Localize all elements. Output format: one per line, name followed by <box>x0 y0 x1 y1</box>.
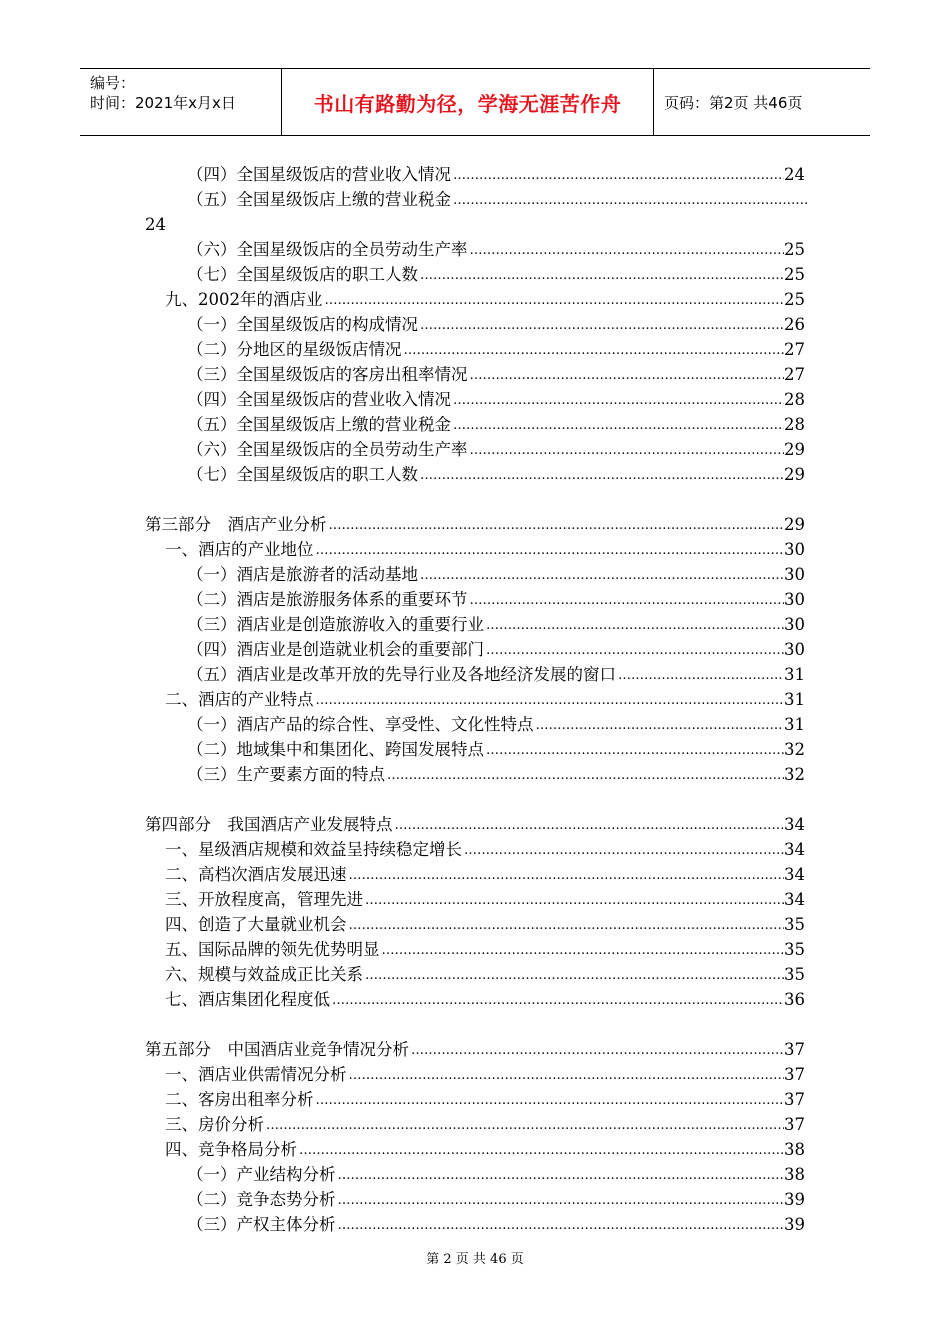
toc-leader-dots <box>451 192 809 210</box>
page-header <box>80 68 870 136</box>
toc-page-number: 39 <box>784 1190 805 1209</box>
page-footer: 第 2 页 共 46 页 <box>426 1252 524 1267</box>
toc-leader-dots <box>451 392 784 410</box>
toc-leader-dots <box>363 892 784 910</box>
toc-page-number: 38 <box>784 1140 805 1159</box>
toc-page-number: 37 <box>784 1090 805 1109</box>
toc-entry[interactable] <box>187 735 805 760</box>
toc-leader-dots <box>347 867 785 885</box>
toc-leader-dots <box>336 1167 785 1185</box>
toc-page-number: 32 <box>784 740 805 759</box>
toc-page-number: 31 <box>784 715 805 734</box>
toc-entry-title: 一、星级酒店规模和效益呈持续稳定增长 <box>165 840 462 859</box>
toc-leader-dots <box>468 367 785 385</box>
toc-leader-dots <box>314 692 785 710</box>
header-page-info: 页码：第2页 共46页 <box>664 93 803 112</box>
toc-entry[interactable] <box>187 1185 805 1210</box>
toc-leader-dots <box>462 842 784 860</box>
toc-page-number: 37 <box>784 1040 805 1059</box>
toc-entry[interactable] <box>187 235 805 260</box>
toc-leader-dots <box>418 567 784 585</box>
toc-entry-title: 五、国际品牌的领先优势明显 <box>165 940 380 959</box>
toc-page-number: 27 <box>784 365 805 384</box>
toc-leader-dots <box>451 417 784 435</box>
toc-page-number: 26 <box>784 315 805 334</box>
toc-page-number: 35 <box>784 965 805 984</box>
toc-entry-title: （一）全国星级饭店的构成情况 <box>187 315 418 334</box>
toc-entry-title: （二）分地区的星级饭店情况 <box>187 340 402 359</box>
toc-page-number: 28 <box>784 415 805 434</box>
toc-leader-dots <box>336 1192 785 1210</box>
toc-page-number: 38 <box>784 1165 805 1184</box>
header-meta <box>80 69 282 135</box>
toc-entry-title: 二、酒店的产业特点 <box>165 690 314 709</box>
toc-leader-dots <box>409 1042 784 1060</box>
toc-page-number: 24 <box>784 165 805 184</box>
toc-page-number: 34 <box>784 840 805 859</box>
toc-leader-dots <box>347 917 785 935</box>
toc-leader-dots <box>484 642 784 660</box>
toc-entry[interactable] <box>187 635 805 660</box>
toc-entry[interactable] <box>187 410 805 435</box>
toc-entry-title: （四）全国星级饭店的营业收入情况 <box>187 165 451 184</box>
toc-entry[interactable] <box>165 985 805 1010</box>
toc-entry-title: （二）地域集中和集团化、跨国发展特点 <box>187 740 484 759</box>
toc-page-number: 31 <box>784 665 805 684</box>
toc-leader-dots <box>363 967 784 985</box>
toc-leader-dots <box>393 817 785 835</box>
toc-entry[interactable] <box>187 1160 805 1185</box>
toc-entry-title: 二、高档次酒店发展迅速 <box>165 865 347 884</box>
toc-entry-title: 九、2002年的酒店业 <box>165 290 323 309</box>
toc-page-number: 36 <box>784 990 805 1009</box>
toc-entry[interactable] <box>187 610 805 635</box>
toc-entry-title: 第三部分 酒店产业分析 <box>145 515 327 534</box>
toc-leader-dots <box>347 1067 785 1085</box>
toc-entry[interactable] <box>187 560 805 585</box>
toc-page-number: 24 <box>145 215 166 234</box>
toc-entry-title: 三、房价分析 <box>165 1115 264 1134</box>
toc-page-number: 30 <box>784 590 805 609</box>
toc-entry-title: （七）全国星级饭店的职工人数 <box>187 265 418 284</box>
toc-entry[interactable] <box>187 160 805 185</box>
toc-leader-dots <box>336 1217 785 1235</box>
toc-page-number: 28 <box>784 390 805 409</box>
toc-entry[interactable] <box>187 660 805 685</box>
toc-page-number: 30 <box>784 640 805 659</box>
toc-entry[interactable] <box>187 435 805 460</box>
toc-leader-dots <box>484 617 784 635</box>
toc-entry[interactable] <box>187 760 805 785</box>
toc-entry-title: 四、创造了大量就业机会 <box>165 915 347 934</box>
toc-entry[interactable] <box>165 1135 805 1160</box>
toc-entry[interactable] <box>187 385 805 410</box>
toc-page-number: 27 <box>784 340 805 359</box>
toc-page-number: 31 <box>784 690 805 709</box>
toc-page-number: 37 <box>784 1065 805 1084</box>
toc-entry-title: （三）生产要素方面的特点 <box>187 765 385 784</box>
toc-entry-title: 第五部分 中国酒店业竞争情况分析 <box>145 1040 409 1059</box>
toc-entry-title: 六、规模与效益成正比关系 <box>165 965 363 984</box>
toc-leader-dots <box>327 517 785 535</box>
toc-entry-title: 一、酒店业供需情况分析 <box>165 1065 347 1084</box>
toc-entry[interactable] <box>187 1210 805 1235</box>
toc-entry-title: （四）酒店业是创造就业机会的重要部门 <box>187 640 484 659</box>
toc-leader-dots <box>534 717 785 735</box>
toc-entry[interactable] <box>187 460 805 485</box>
toc-leader-dots <box>385 767 784 785</box>
toc-entry[interactable] <box>187 585 805 610</box>
toc-entry[interactable] <box>165 960 805 985</box>
toc-entry-title: （四）全国星级饭店的营业收入情况 <box>187 390 451 409</box>
toc-page-number: 25 <box>784 240 805 259</box>
toc-leader-dots <box>264 1117 784 1135</box>
toc-entry[interactable] <box>187 360 805 385</box>
toc-leader-dots <box>380 942 785 960</box>
toc-leader-dots <box>451 167 784 185</box>
header-slogan: 书山有路勤为径，学海无涯苦作舟 <box>282 69 654 135</box>
toc-entry-title: 七、酒店集团化程度低 <box>165 990 330 1009</box>
toc-page-number: 30 <box>784 565 805 584</box>
toc-leader-dots <box>297 1142 784 1160</box>
toc-entry[interactable] <box>165 835 805 860</box>
toc-leader-dots <box>330 992 784 1010</box>
toc-page-number: 34 <box>784 815 805 834</box>
toc-page-number: 34 <box>784 890 805 909</box>
toc-entry-title: （三）全国星级饭店的客房出租率情况 <box>187 365 468 384</box>
toc-entry-title: （六）全国星级饭店的全员劳动生产率 <box>187 440 468 459</box>
toc-entry[interactable] <box>187 710 805 735</box>
toc-page-number: 32 <box>784 765 805 784</box>
toc-leader-dots <box>484 742 784 760</box>
toc-entry-title: （五）全国星级饭店上缴的营业税金 <box>187 415 451 434</box>
time-label: 时间：2021年x月x日 <box>90 94 236 112</box>
toc-page-number: 39 <box>784 1215 805 1234</box>
toc-entry[interactable] <box>187 260 805 285</box>
toc-leader-dots <box>418 317 784 335</box>
toc-entry[interactable] <box>165 860 805 885</box>
toc-entry[interactable] <box>145 1035 805 1060</box>
toc-entry[interactable] <box>165 885 805 910</box>
toc-leader-dots <box>314 1092 785 1110</box>
toc-entry-title: （三）酒店业是创造旅游收入的重要行业 <box>187 615 484 634</box>
toc-page-number: 37 <box>784 1115 805 1134</box>
toc-page-number: 30 <box>784 540 805 559</box>
toc-entry[interactable] <box>165 1110 805 1135</box>
toc-entry[interactable] <box>165 285 805 310</box>
toc-entry-title: 二、客房出租率分析 <box>165 1090 314 1109</box>
toc-page-number: 35 <box>784 915 805 934</box>
toc-entry-title: 第四部分 我国酒店产业发展特点 <box>145 815 393 834</box>
toc-entry[interactable] <box>187 310 805 335</box>
toc-entry-title: （六）全国星级饭店的全员劳动生产率 <box>187 240 468 259</box>
toc-leader-dots <box>323 292 785 310</box>
toc-page-number: 25 <box>784 265 805 284</box>
toc-leader-dots <box>616 667 784 685</box>
toc-entry[interactable] <box>145 210 805 235</box>
toc-entry[interactable] <box>145 810 805 835</box>
toc-entry-title: 三、开放程度高，管理先进 <box>165 890 363 909</box>
toc-entry[interactable] <box>187 185 809 210</box>
number-label: 编号： <box>90 74 136 92</box>
toc-leader-dots <box>402 342 785 360</box>
toc-entry-title: 四、竞争格局分析 <box>165 1140 297 1159</box>
toc-entry-title: （五）酒店业是改革开放的先导行业及各地经济发展的窗口 <box>187 665 616 684</box>
toc-entry-title: （二）竞争态势分析 <box>187 1190 336 1209</box>
toc-entry[interactable] <box>165 685 805 710</box>
toc-entry[interactable] <box>145 510 805 535</box>
toc-entry-title: 一、酒店的产业地位 <box>165 540 314 559</box>
toc-entry-title: （一）酒店是旅游者的活动基地 <box>187 565 418 584</box>
toc-page-number: 29 <box>784 440 805 459</box>
toc-page-number: 25 <box>784 290 805 309</box>
toc-page-number: 35 <box>784 940 805 959</box>
toc-leader-dots <box>468 442 785 460</box>
toc-page-number: 34 <box>784 865 805 884</box>
toc-entry-title: （一）酒店产品的综合性、享受性、文化性特点 <box>187 715 534 734</box>
toc-entry[interactable] <box>165 535 805 560</box>
toc-leader-dots <box>418 267 784 285</box>
toc-page-number: 29 <box>784 515 805 534</box>
toc-entry-title: （三）产权主体分析 <box>187 1215 336 1234</box>
toc-entry[interactable] <box>165 1060 805 1085</box>
toc-entry[interactable] <box>165 1085 805 1110</box>
toc-leader-dots <box>468 242 785 260</box>
toc-leader-dots <box>418 467 784 485</box>
toc-entry-title: （七）全国星级饭店的职工人数 <box>187 465 418 484</box>
toc-entry[interactable] <box>165 910 805 935</box>
toc-entry-title: （五）全国星级饭店上缴的营业税金 <box>187 190 451 209</box>
toc-entry[interactable] <box>165 935 805 960</box>
toc-entry[interactable] <box>187 335 805 360</box>
toc-page-number: 29 <box>784 465 805 484</box>
toc-entry-title: （二）酒店是旅游服务体系的重要环节 <box>187 590 468 609</box>
toc-entry-title: （一）产业结构分析 <box>187 1165 336 1184</box>
toc-leader-dots <box>314 542 785 560</box>
toc-page-number: 30 <box>784 615 805 634</box>
toc-leader-dots <box>468 592 785 610</box>
